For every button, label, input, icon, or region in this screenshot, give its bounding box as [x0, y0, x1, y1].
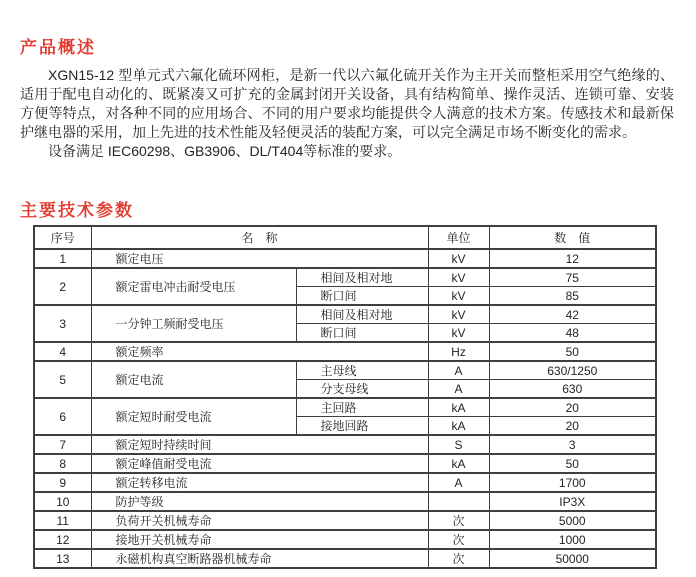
cell-unit: kV — [428, 305, 489, 324]
cell-unit: kA — [428, 417, 489, 436]
header-value: 数 值 — [489, 226, 656, 249]
cell-unit: kA — [428, 398, 489, 417]
table-row — [34, 435, 656, 454]
params-table-body — [34, 249, 656, 568]
cell-unit: kV — [428, 249, 489, 268]
cell-index: 10 — [34, 492, 91, 511]
header-name: 名 称 — [91, 226, 428, 249]
params-table — [33, 225, 657, 569]
cell-name: 额定短时耐受电流 — [91, 398, 296, 435]
cell-name: 额定转移电流 — [91, 473, 428, 492]
cell-name: 额定电压 — [91, 249, 428, 268]
cell-unit: kV — [428, 287, 489, 306]
cell-index: 3 — [34, 305, 91, 342]
table-row — [34, 530, 656, 549]
cell-index: 12 — [34, 530, 91, 549]
cell-value: 85 — [489, 287, 656, 306]
cell-value: 630 — [489, 380, 656, 399]
cell-unit: kA — [428, 454, 489, 473]
cell-value: 1000 — [489, 530, 656, 549]
header-unit: 单位 — [428, 226, 489, 249]
cell-index: 5 — [34, 361, 91, 398]
table-row — [34, 361, 656, 380]
table-row — [34, 249, 656, 268]
cell-index: 4 — [34, 342, 91, 361]
cell-subname: 接地回路 — [296, 417, 428, 436]
table-row — [34, 549, 656, 568]
cell-index: 2 — [34, 268, 91, 305]
cell-value: 20 — [489, 417, 656, 436]
cell-subname: 主回路 — [296, 398, 428, 417]
cell-unit: Hz — [428, 342, 489, 361]
cell-value: 5000 — [489, 511, 656, 530]
table-row — [34, 511, 656, 530]
table-row — [34, 454, 656, 473]
cell-unit: 次 — [428, 530, 489, 549]
overview-paragraph-1: XGN15-12 型单元式六氟化硫环网柜，是新一代以六氟化硫开关作为主开关而整柜采用空气绝缘的、适用于配电自动化的、既紧凑又可扩充的金属封闭开关设备，具有结构简单、操作灵活、连锁可靠、安装方便等特点，对各种不同的应用场合、不同的用户要求均能提供令人满意的技术方案。传感技术和最新保护继电器的采用，加上先进的技术性能及轻便灵活的装配方案，可以完全满足市场不断变化的需求。 — [20, 67, 674, 140]
cell-index: 9 — [34, 473, 91, 492]
cell-unit: A — [428, 473, 489, 492]
cell-unit: A — [428, 361, 489, 380]
overview-heading: 产品概述 — [20, 38, 96, 57]
cell-index: 6 — [34, 398, 91, 435]
cell-name: 一分钟工频耐受电压 — [91, 305, 296, 342]
table-row — [34, 268, 656, 287]
table-row — [34, 492, 656, 511]
cell-value: 1700 — [489, 473, 656, 492]
cell-subname: 断口间 — [296, 324, 428, 343]
cell-subname: 相间及相对地 — [296, 268, 428, 287]
cell-name: 额定短时持续时间 — [91, 435, 428, 454]
cell-value: 50000 — [489, 549, 656, 568]
table-row — [34, 305, 656, 324]
header-index: 序号 — [34, 226, 91, 249]
cell-index: 8 — [34, 454, 91, 473]
cell-name: 防护等级 — [91, 492, 428, 511]
cell-value: 42 — [489, 305, 656, 324]
cell-name: 负荷开关机械寿命 — [91, 511, 428, 530]
cell-subname: 断口间 — [296, 287, 428, 306]
overview-paragraph-2: 设备满足 IEC60298、GB3906、DL/T404等标准的要求。 — [48, 143, 402, 159]
table-row — [34, 342, 656, 361]
cell-name: 额定雷电冲击耐受电压 — [91, 268, 296, 305]
cell-subname: 分支母线 — [296, 380, 428, 399]
cell-unit: 次 — [428, 549, 489, 568]
params-table-head — [34, 226, 656, 249]
cell-value: 20 — [489, 398, 656, 417]
cell-value: 50 — [489, 454, 656, 473]
table-row — [34, 473, 656, 492]
cell-unit: S — [428, 435, 489, 454]
cell-unit: kV — [428, 268, 489, 287]
cell-unit: A — [428, 380, 489, 399]
cell-value: 48 — [489, 324, 656, 343]
cell-value: 3 — [489, 435, 656, 454]
cell-name: 额定频率 — [91, 342, 428, 361]
overview-text — [20, 66, 674, 161]
cell-value: 50 — [489, 342, 656, 361]
cell-index: 13 — [34, 549, 91, 568]
cell-subname: 主母线 — [296, 361, 428, 380]
cell-value: 75 — [489, 268, 656, 287]
table-row — [34, 398, 656, 417]
cell-name: 永磁机构真空断路器机械寿命 — [91, 549, 428, 568]
cell-index: 11 — [34, 511, 91, 530]
cell-name: 额定电流 — [91, 361, 296, 398]
cell-unit — [428, 492, 489, 511]
cell-index: 7 — [34, 435, 91, 454]
cell-unit: kV — [428, 324, 489, 343]
cell-value: 630/1250 — [489, 361, 656, 380]
params-heading: 主要技术参数 — [20, 201, 134, 220]
cell-index: 1 — [34, 249, 91, 268]
cell-value: IP3X — [489, 492, 656, 511]
cell-name: 接地开关机械寿命 — [91, 530, 428, 549]
cell-subname: 相间及相对地 — [296, 305, 428, 324]
cell-unit: 次 — [428, 511, 489, 530]
cell-value: 12 — [489, 249, 656, 268]
cell-name: 额定峰值耐受电流 — [91, 454, 428, 473]
